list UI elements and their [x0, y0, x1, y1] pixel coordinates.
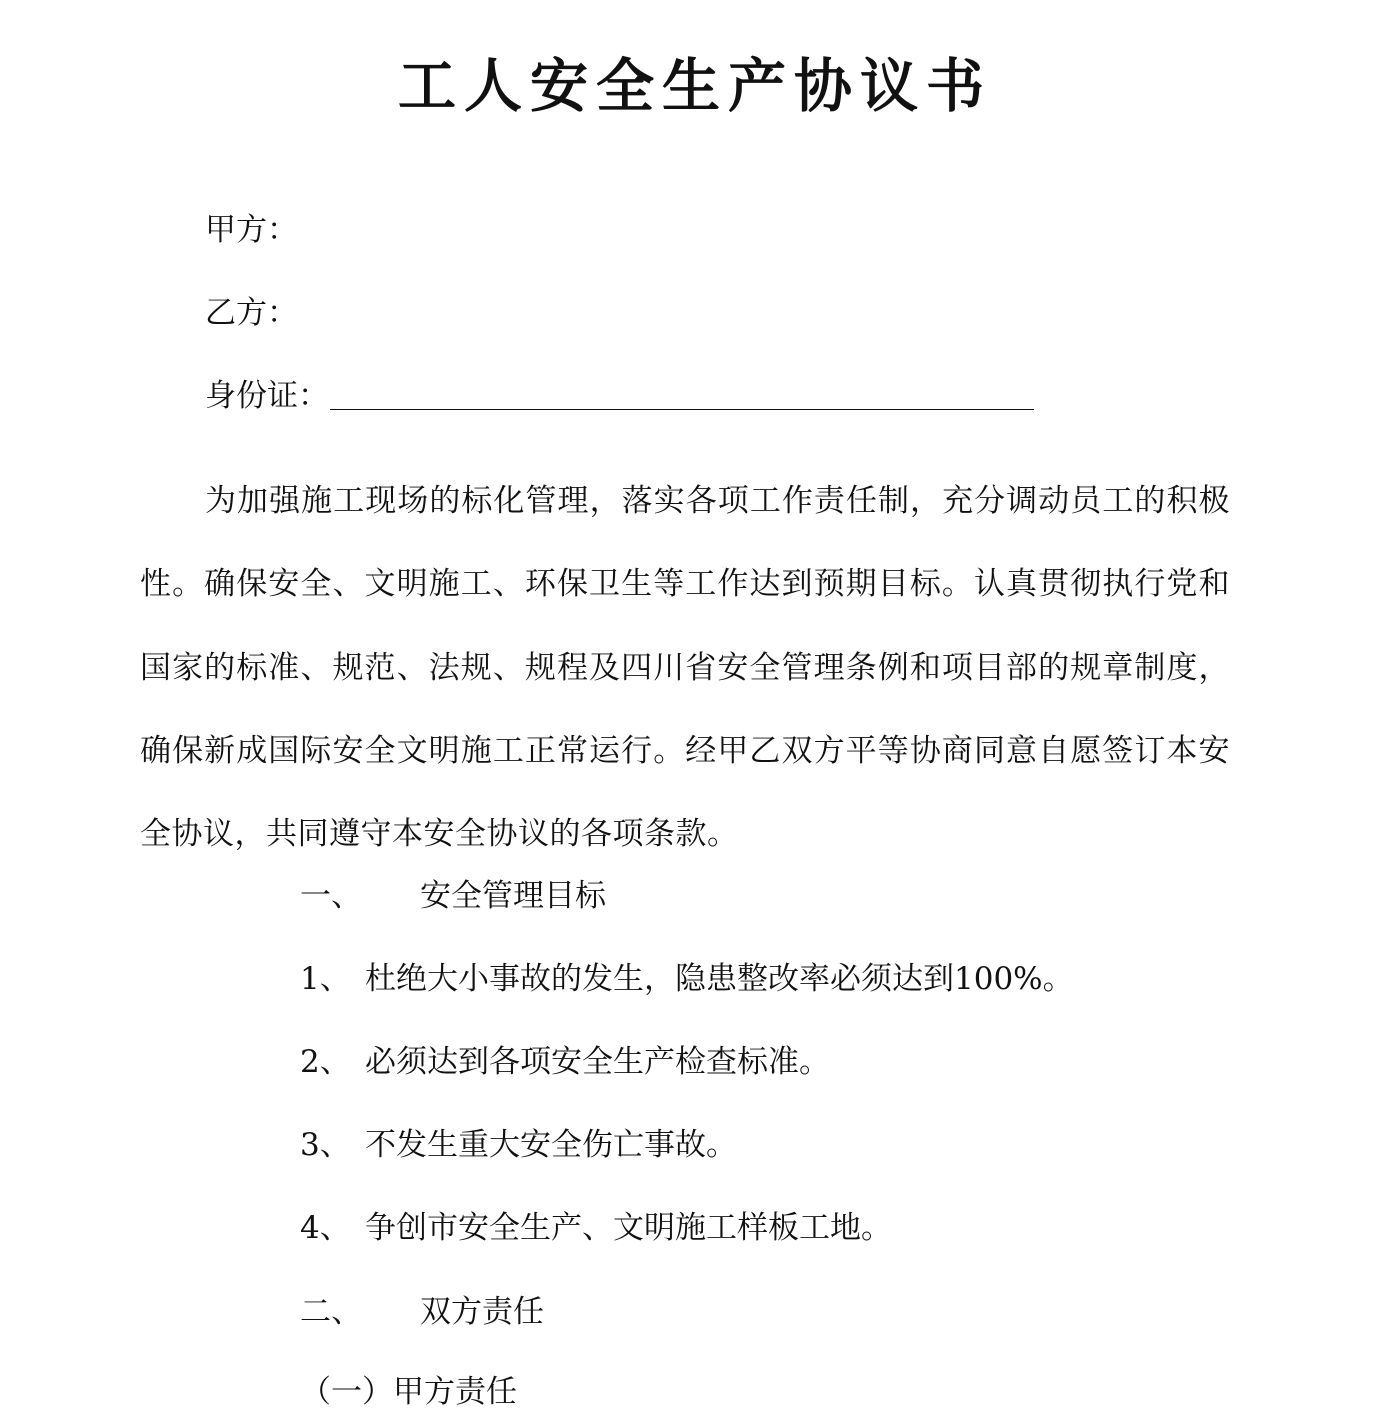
list-item: [300, 1208, 892, 1248]
section-title: 双方责任: [420, 1294, 544, 1330]
subsection-heading: （一）甲方责任: [300, 1374, 517, 1410]
section-title: 安全管理目标: [420, 878, 606, 914]
list-item-number: 3、: [300, 1127, 351, 1163]
section-number: 一、: [300, 878, 362, 914]
id-card-blank-line: [330, 409, 1034, 410]
list-item-text: 必须达到各项安全生产检查标准。: [365, 1044, 830, 1080]
list-item-text: 争创市安全生产、文明施工样板工地。: [365, 1210, 892, 1246]
party-a-label: 甲方：: [205, 212, 298, 248]
list-item: [300, 1042, 830, 1082]
list-item: [300, 959, 1074, 999]
party-b-label: 乙方：: [205, 295, 298, 331]
intro-paragraph: 为加强施工现场的标化管理，落实各项工作责任制，充分调动员工的积极性。确保安全、文明施工、环保卫生等工作达到预期目标。认真贯彻执行党和国家的标准、规范、法规、规程及四川省安全管理条例和项目部的规章制度，确保新成国际安全文明施工正常运行。经甲乙双方平等协商同意自愿签订本安全协议，共同遵守本安全协议的各项条款。: [140, 483, 1230, 853]
list-item-number: 4、: [300, 1210, 351, 1246]
list-item-text: 杜绝大小事故的发生，隐患整改率必须达到100%。: [365, 961, 1074, 997]
section-number: 二、: [300, 1294, 362, 1330]
list-item-number: 2、: [300, 1044, 351, 1080]
list-item-number: 1、: [300, 961, 351, 997]
id-card-label: 身份证：: [205, 378, 329, 414]
section-heading: [300, 876, 606, 916]
list-item: [300, 1125, 737, 1165]
document-title: 工人安全生产协议书: [397, 52, 992, 120]
list-item-text: 不发生重大安全伤亡事故。: [365, 1127, 737, 1163]
section-heading: [300, 1292, 544, 1332]
